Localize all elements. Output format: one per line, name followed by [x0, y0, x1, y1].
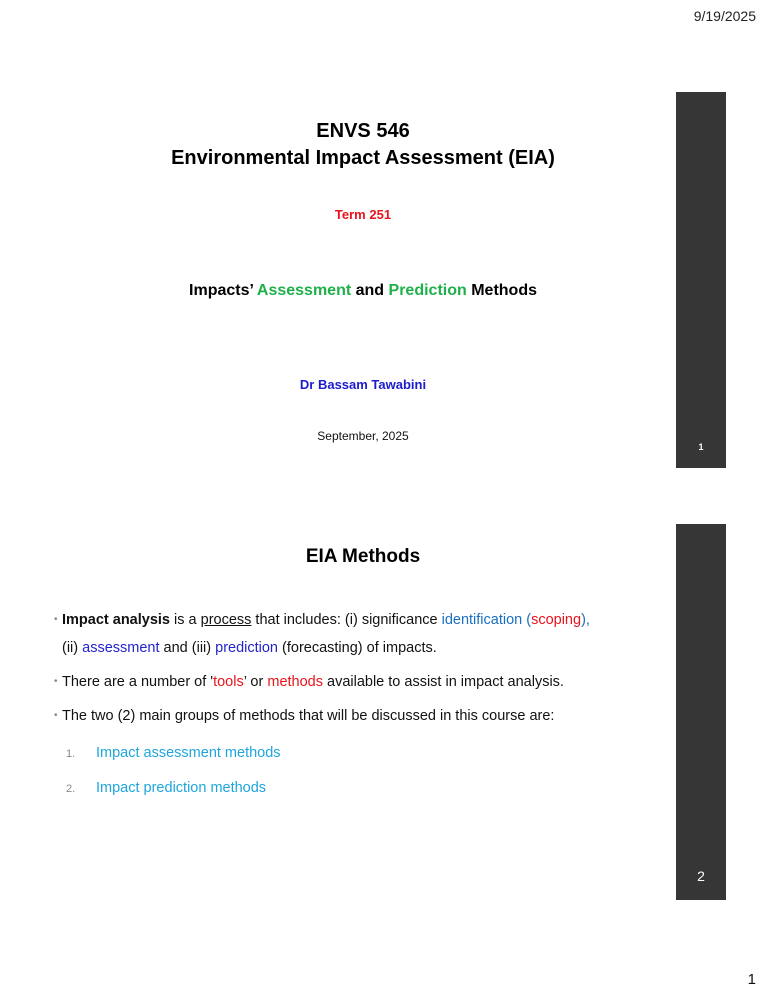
bullet-dot: •	[54, 676, 58, 687]
term-methods: methods	[267, 674, 323, 690]
bullet-impact-analysis	[54, 606, 674, 662]
text: and (iii)	[159, 640, 216, 656]
slide-1-number: 1	[698, 442, 704, 452]
underlined-term: process	[200, 612, 252, 628]
slide-2	[50, 524, 726, 900]
slide-1-subtitle	[50, 282, 676, 300]
bullet-dot: •	[54, 710, 58, 721]
list-number: 2.	[66, 783, 76, 795]
numbered-list	[54, 736, 674, 806]
subtitle-prediction: Prediction	[388, 282, 467, 299]
text: is a	[170, 612, 201, 628]
slide-1-sidebar	[676, 92, 726, 468]
course-code: ENVS 546	[316, 120, 410, 142]
slide-2-sidebar	[676, 524, 726, 900]
term-tools: tools	[213, 674, 244, 690]
bullet-list	[54, 606, 674, 806]
list-label: Impact prediction methods	[96, 780, 267, 796]
subtitle-assessment: Assessment	[256, 282, 352, 299]
bullet-dot: •	[54, 614, 58, 625]
text: ’ or	[243, 674, 268, 690]
list-item	[66, 736, 674, 771]
page-number: 1	[747, 971, 756, 988]
text: available to assist in impact analysis.	[322, 674, 564, 690]
slide-2-title: EIA Methods	[305, 546, 421, 567]
text: The two (2) main groups of methods that will be discussed in this course are:	[62, 708, 555, 724]
text: There are a number of '	[62, 674, 214, 690]
author-name: Dr Bassam Tawabini	[299, 377, 427, 392]
list-number: 1.	[66, 748, 76, 760]
text: (ii)	[62, 640, 83, 656]
slide-1	[50, 92, 726, 468]
header-date: 9/19/2025	[693, 8, 756, 24]
course-name: Environmental Impact Assessment (EIA)	[171, 147, 555, 169]
subtitle-part: Impacts’	[189, 282, 257, 299]
term-assessment: assessment	[82, 640, 160, 656]
slide-2-number: 2	[697, 868, 705, 884]
term-scoping: scoping	[531, 612, 582, 628]
text: ),	[581, 612, 590, 628]
subtitle-part: Methods	[466, 282, 537, 299]
text: (forecasting) of impacts.	[278, 640, 437, 656]
bullet-tools	[54, 668, 674, 696]
subtitle-part: and	[351, 282, 389, 299]
term-identification: identification (	[441, 612, 532, 628]
bold-term: Impact analysis	[62, 612, 170, 628]
text: that includes: (i) significance	[251, 612, 442, 628]
list-label: Impact assessment methods	[96, 745, 281, 761]
term-label: Term 251	[334, 207, 392, 222]
slide-1-date: September, 2025	[317, 429, 409, 443]
slide-1-title	[50, 118, 676, 172]
bullet-two-groups	[54, 702, 674, 730]
list-item	[66, 771, 674, 806]
term-prediction: prediction	[215, 640, 278, 656]
